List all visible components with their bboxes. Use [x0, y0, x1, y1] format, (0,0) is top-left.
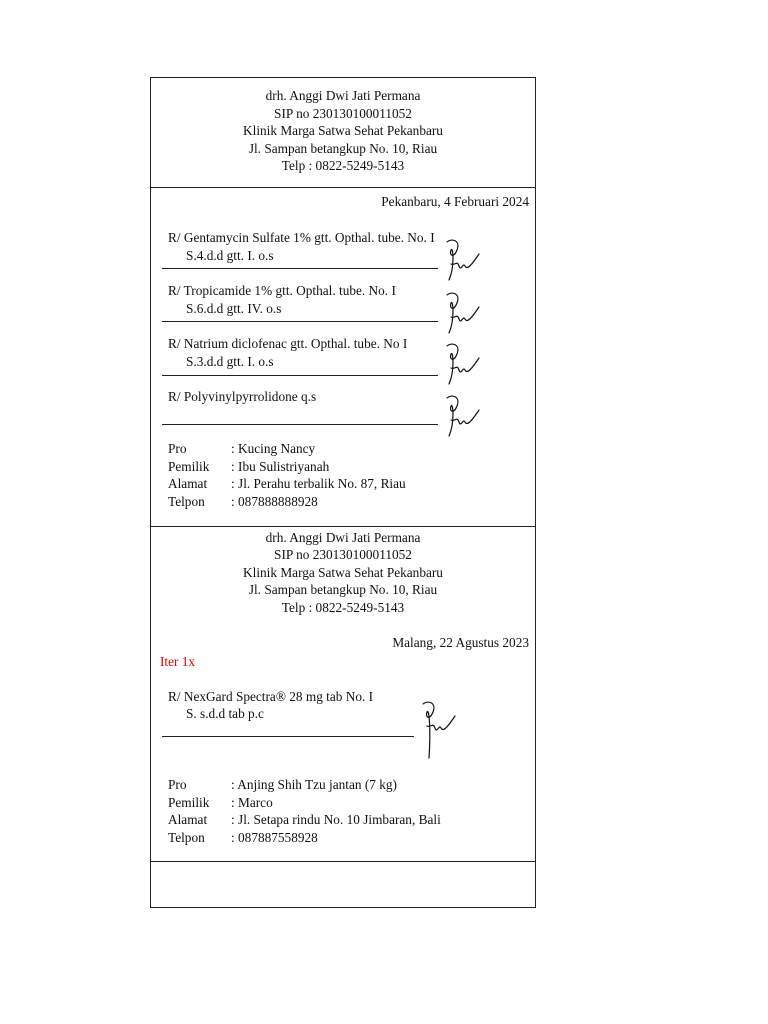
- patient-label: Pro: [168, 777, 187, 792]
- clinic-phone: Telp : 0822-5249-5143: [281, 600, 405, 615]
- rx-item-signa: S.6.d.d gtt. IV. o.s: [186, 301, 282, 316]
- sip-number: SIP no 230130100011052: [274, 106, 412, 121]
- patient-value: : Anjing Shih Tzu jantan (7 kg): [231, 777, 397, 792]
- clinic-address: Jl. Sampan betangkup No. 10, Riau: [248, 141, 438, 156]
- prescription-date: Pekanbaru, 4 Februari 2024: [381, 194, 529, 209]
- phone-label: Telpon: [168, 494, 205, 509]
- address-label: Alamat: [168, 476, 208, 491]
- phone-value: : 087887558928: [231, 830, 318, 845]
- signature-mark: [441, 392, 485, 454]
- rx-item-line: R/ Tropicamide 1% gtt. Opthal. tube. No. I: [168, 283, 396, 298]
- rx-underline: [162, 321, 438, 322]
- phone-label: Telpon: [168, 830, 205, 845]
- address-label: Alamat: [168, 812, 208, 827]
- header-divider: [151, 187, 535, 188]
- clinic-address: Jl. Sampan betangkup No. 10, Riau: [248, 582, 438, 597]
- clinic-name: Klinik Marga Satwa Sehat Pekanbaru: [243, 123, 443, 138]
- rx-item-signa: S.4.d.d gtt. I. o.s: [186, 248, 274, 263]
- rx-item-line: R/ Gentamycin Sulfate 1% gtt. Opthal. tube. No. I: [168, 230, 435, 245]
- signature-mark: [417, 698, 461, 760]
- iter-note: Iter 1x: [160, 654, 196, 669]
- patient-label: Pro: [168, 441, 187, 456]
- prescription-sheet: [150, 77, 536, 908]
- address-value: : Jl. Setapa rindu No. 10 Jimbaran, Bali: [231, 812, 441, 827]
- rx-item-signa: S.3.d.d gtt. I. o.s: [186, 354, 274, 369]
- rx-item-line: R/ Natrium diclofenac gtt. Opthal. tube. No I: [168, 336, 408, 351]
- patient-value: : Kucing Nancy: [231, 441, 316, 456]
- sip-number: SIP no 230130100011052: [274, 547, 412, 562]
- doctor-name: drh. Anggi Dwi Jati Permana: [265, 530, 421, 545]
- rx-item-signa: S. s.d.d tab p.c: [186, 706, 264, 721]
- owner-label: Pemilik: [168, 459, 210, 474]
- rx-underline: [162, 375, 438, 376]
- rx-underline: [162, 268, 438, 269]
- rx-item-line: R/ NexGard Spectra® 28 mg tab No. I: [168, 689, 374, 704]
- section-divider: [151, 526, 535, 527]
- rx-underline: [162, 424, 438, 425]
- address-value: : Jl. Perahu terbalik No. 87, Riau: [231, 476, 406, 491]
- footer-divider: [151, 861, 535, 862]
- clinic-name: Klinik Marga Satwa Sehat Pekanbaru: [243, 565, 443, 580]
- rx-underline: [162, 736, 414, 737]
- phone-value: : 087888888928: [231, 494, 318, 509]
- rx-item-line: R/ Polyvinylpyrrolidone q.s: [168, 389, 317, 404]
- owner-label: Pemilik: [168, 795, 210, 810]
- owner-value: : Marco: [231, 795, 273, 810]
- doctor-name: drh. Anggi Dwi Jati Permana: [265, 88, 421, 103]
- prescription-date: Malang, 22 Agustus 2023: [392, 635, 529, 650]
- owner-value: : Ibu Sulistriyanah: [231, 459, 330, 474]
- clinic-phone: Telp : 0822-5249-5143: [281, 158, 405, 173]
